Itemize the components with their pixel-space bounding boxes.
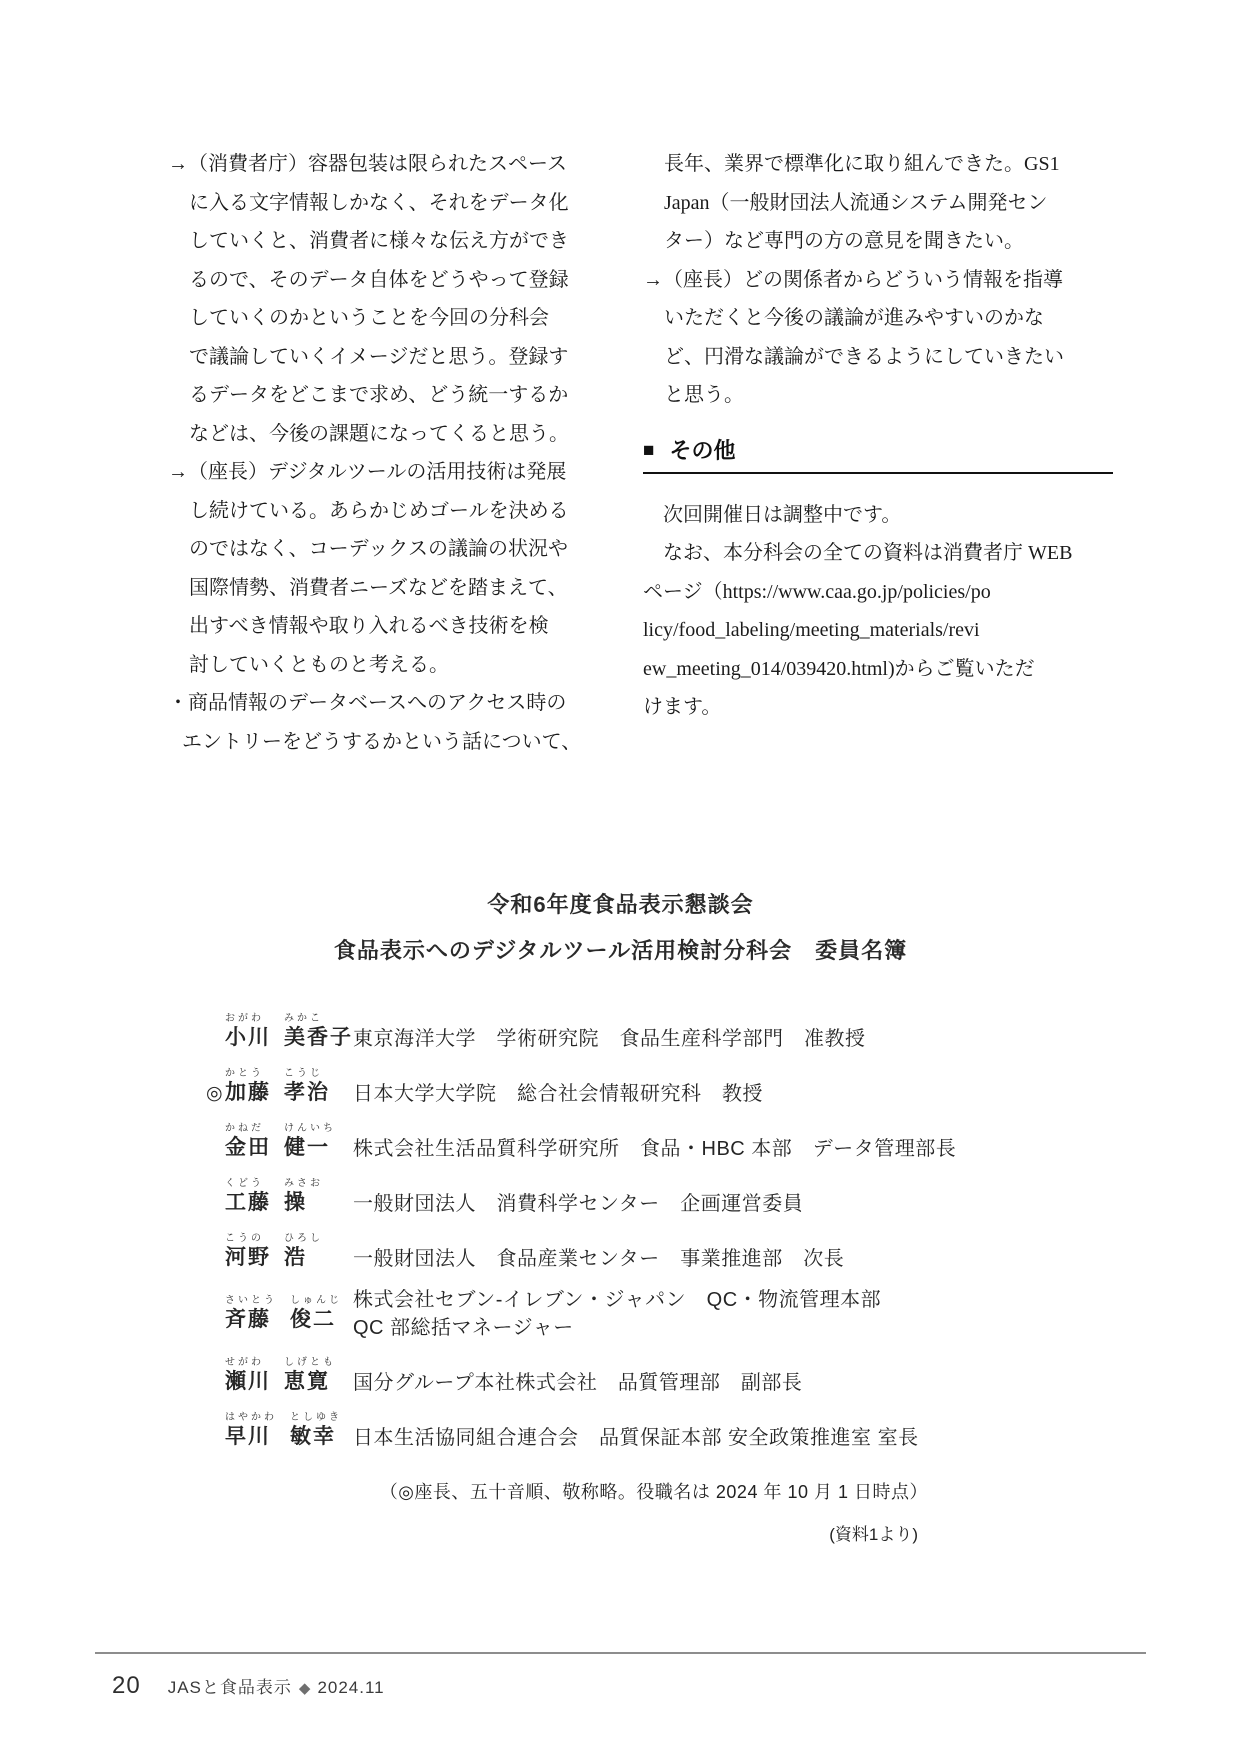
furigana: はやかわ: [225, 1412, 277, 1423]
text-line: ・商品情報のデータベースへのアクセス時の: [168, 692, 567, 714]
member-affiliation: [353, 1027, 866, 1051]
furigana: くどう: [225, 1178, 264, 1189]
member-name: [225, 1233, 353, 1271]
member-name: [225, 1178, 353, 1216]
member-row: [225, 1233, 1055, 1271]
name-text: 孝治: [284, 1081, 330, 1104]
roster-source: (資料1より): [829, 1525, 918, 1544]
text-line: →（座長）デジタルツールの活用技術は発展: [168, 461, 567, 483]
name-part: [225, 1123, 271, 1161]
section-heading-label: その他: [669, 437, 736, 463]
chairperson-mark: ◎: [206, 1083, 223, 1104]
diamond-icon: ◆: [298, 1680, 311, 1697]
furigana: としゆき: [290, 1412, 342, 1423]
member-row: [225, 1357, 1055, 1395]
text-line: るデータをどこまで求め、どう統一するか: [189, 384, 569, 406]
name-part: [225, 1233, 271, 1271]
text-line: ど、円滑な議論ができるようにしていきたい: [664, 345, 1064, 368]
name-text: 健一: [284, 1136, 330, 1159]
member-affiliation: [353, 1371, 802, 1395]
member-affiliation: [353, 1288, 881, 1340]
list-item: [643, 145, 1113, 261]
member-name: [225, 1295, 353, 1333]
text-line: るので、そのデータ自体をどうやって登録: [189, 268, 569, 291]
roster-members: [206, 1013, 1055, 1450]
name-part: [225, 1178, 271, 1216]
text-line: エントリーをどうするかという話について、: [182, 730, 582, 753]
name-text: 小川: [225, 1026, 271, 1049]
furigana: しげとも: [284, 1357, 336, 1368]
member-affiliation: [353, 1192, 803, 1216]
text-line: けます。: [643, 696, 722, 718]
footer: [112, 1672, 385, 1700]
text-line: 出すべき情報や取り入れるべき技術を検: [189, 615, 549, 637]
text-line: いただくと今後の議論が進みやすいのかな: [664, 307, 1044, 329]
furigana: みさお: [284, 1178, 323, 1189]
roster-note: （◎座長、五十音順、敬称略。役職名は 2024 年 10 月 1 日時点）: [379, 1482, 928, 1502]
member-row: [206, 1068, 1055, 1106]
name-part: [284, 1068, 330, 1106]
affiliation-line: 一般財団法人 食品産業センター 事業推進部 次長: [353, 1248, 845, 1270]
member-name: [225, 1357, 353, 1395]
name-part: [284, 1357, 336, 1395]
list-item: [643, 261, 1113, 415]
name-part: [225, 1013, 271, 1051]
roster-title-line1: 令和6年度食品表示懇談会: [487, 892, 754, 917]
section-heading-other: [643, 439, 1113, 474]
text-line: などは、今後の課題になってくると思う。: [189, 422, 569, 445]
name-part: [225, 1412, 277, 1450]
furigana: しゅんじ: [290, 1295, 342, 1306]
affiliation-line: 株式会社生活品質科学研究所 食品・HBC 本部 データ管理部長: [353, 1138, 957, 1160]
furigana: ひろし: [284, 1233, 323, 1244]
member-row: [225, 1178, 1055, 1216]
member-name: [206, 1068, 353, 1106]
name-text: 早川: [225, 1425, 271, 1448]
name-part: [284, 1123, 336, 1161]
member-affiliation: [353, 1137, 956, 1161]
name-text: 敏幸: [290, 1425, 336, 1448]
text-line: ew_meeting_014/039420.html)からご覧いただ: [643, 657, 1035, 680]
name-text: 金田: [225, 1136, 271, 1159]
text-line: していくのかということを今回の分科会: [189, 307, 549, 329]
list-item: [643, 534, 1113, 727]
affiliation-line: 一般財団法人 消費科学センター 企画運営委員: [353, 1193, 804, 1215]
text-line: 国際情勢、消費者ニーズなどを踏まえて、: [189, 576, 568, 599]
name-text: 美香子: [284, 1026, 353, 1049]
affiliation-line: 株式会社セブン-イレブン・ジャパン QC・物流管理本部: [353, 1289, 882, 1311]
member-row: [225, 1013, 1055, 1051]
journal-title: JASと食品表示: [167, 1678, 292, 1697]
left-column: [168, 145, 588, 761]
text-line: 討していくとものと考える。: [189, 653, 449, 676]
name-text: 斉藤: [225, 1308, 271, 1331]
member-affiliation: [353, 1247, 844, 1271]
furigana: みかこ: [284, 1013, 323, 1024]
text-line: ター）など専門の方の意見を聞きたい。: [664, 230, 1024, 252]
name-text: 瀬川: [225, 1370, 271, 1393]
text-line: 長年、業界で標準化に取り組んできた。GS1: [664, 153, 1060, 175]
issue-date: 2024.11: [317, 1678, 385, 1697]
text-line: →（座長）どの関係者からどういう情報を指導: [643, 268, 1063, 291]
affiliation-line: QC 部総括マネージャー: [353, 1317, 574, 1339]
name-part: [284, 1233, 323, 1271]
member-row: [225, 1123, 1055, 1161]
roster-title-line2: 食品表示へのデジタルツール活用検討分科会 委員名簿: [333, 938, 908, 963]
footer-rule: [95, 1652, 1146, 1654]
member-affiliation: [353, 1426, 919, 1450]
member-row: [225, 1288, 1055, 1340]
text-line: 次回開催日は調整中です。: [643, 503, 902, 526]
affiliation-line: 国分グループ本社株式会社 品質管理部 副部長: [353, 1372, 803, 1394]
name-part: [225, 1357, 271, 1395]
text-line: ページ（https://www.caa.go.jp/policies/po: [643, 580, 991, 603]
name-text: 恵寛: [284, 1370, 330, 1393]
black-square-icon: ■: [643, 440, 655, 461]
right-column-paragraphs: [643, 496, 1113, 727]
text-line: で議論していくイメージだと思う。登録す: [189, 345, 569, 368]
furigana: おがわ: [225, 1013, 264, 1024]
name-part: [290, 1412, 342, 1450]
text-line: のではなく、コーデックスの議論の状況や: [189, 538, 568, 560]
affiliation-line: 日本生活協同組合連合会 品質保証本部 安全政策推進室 室長: [353, 1427, 919, 1449]
name-text: 俊二: [290, 1308, 336, 1331]
name-text: 工藤: [225, 1191, 271, 1214]
furigana: けんいち: [284, 1123, 336, 1134]
text-line: し続けている。あらかじめゴールを決める: [189, 499, 569, 522]
text-line: →（消費者庁）容器包装は限られたスペース: [168, 153, 567, 175]
list-item: [168, 453, 588, 684]
text-line: なお、本分科会の全ての資料は消費者庁 WEB: [643, 542, 1073, 564]
member-row: [225, 1412, 1055, 1450]
text-line: Japan（一般財団法人流通システム開発セン: [664, 191, 1048, 214]
member-name: [225, 1412, 353, 1450]
page-number: 20: [112, 1672, 141, 1699]
text-line: licy/food_labeling/meeting_materials/revi: [643, 619, 980, 641]
furigana: こうじ: [284, 1068, 323, 1079]
furigana: せがわ: [225, 1357, 264, 1368]
furigana: かとう: [225, 1068, 264, 1079]
right-column-items: [643, 145, 1113, 415]
member-name: [225, 1123, 353, 1161]
name-text: 操: [284, 1191, 307, 1214]
name-text: 浩: [284, 1246, 307, 1269]
text-line: していくと、消費者に様々な伝え方ができ: [189, 230, 569, 252]
text-line: に入る文字情報しかなく、それをデータ化: [189, 191, 569, 214]
name-text: 加藤: [225, 1081, 271, 1104]
name-part: [284, 1178, 323, 1216]
name-part: [284, 1013, 353, 1051]
furigana: かねだ: [225, 1123, 264, 1134]
name-part: [225, 1068, 271, 1106]
affiliation-line: 日本大学大学院 総合社会情報研究科 教授: [353, 1083, 763, 1105]
name-part: [225, 1295, 277, 1333]
name-part: [290, 1295, 342, 1333]
member-name: [225, 1013, 353, 1051]
name-text: 河野: [225, 1246, 271, 1269]
right-column: [643, 145, 1113, 727]
affiliation-line: 東京海洋大学 学術研究院 食品生産科学部門 准教授: [353, 1028, 866, 1050]
furigana: こうの: [225, 1233, 264, 1244]
furigana: さいとう: [225, 1295, 277, 1306]
list-item: [643, 496, 1113, 535]
text-line: と思う。: [664, 384, 744, 406]
list-item: [168, 684, 588, 761]
list-item: [168, 145, 588, 453]
member-affiliation: [353, 1082, 763, 1106]
committee-roster: [48, 888, 1193, 1545]
